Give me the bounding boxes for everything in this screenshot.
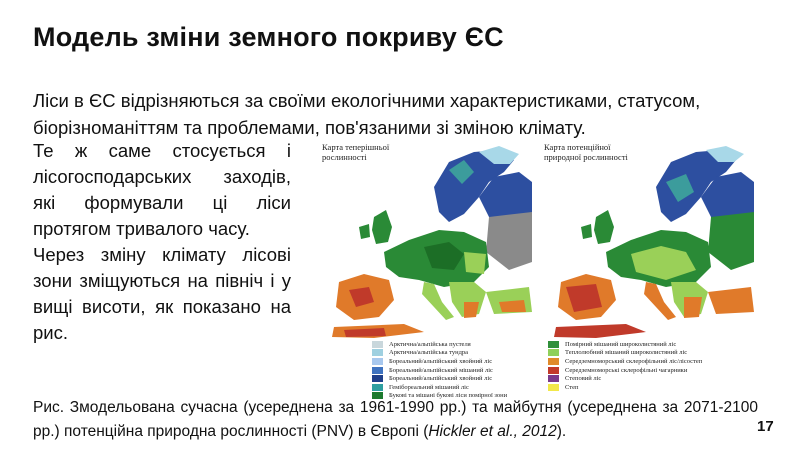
slide-title: Модель зміни земного покриву ЄС	[33, 22, 504, 52]
legend-label: Середземноморські склерофільні чагарники	[565, 366, 688, 374]
map-present-vegetation	[314, 142, 536, 357]
caption-text: Рис. Змодельована сучасна (усереднена за 1961-1990 рр.) та майбутня (усереднена за 2071-2100 рр.) потенційна природна рослинності (PNV) в Європі (	[33, 399, 758, 440]
body-paragraph-2: Через зміну клімату лісові зони зміщуються на північ і у вищі висоти, як показано на рис.	[33, 244, 291, 343]
legend-swatch	[548, 349, 559, 356]
body-text	[33, 138, 291, 346]
legend-label: Гемібореальний мішаний ліс	[389, 383, 469, 391]
legend-label: Степовий ліс	[565, 375, 602, 383]
legend-label: Теплолюбний мішаний широколистяний ліс	[565, 349, 688, 357]
legend-swatch	[548, 341, 559, 348]
legend-item	[372, 366, 507, 375]
legend-label: Букові та мішані букові ліси помірної зони	[389, 392, 508, 400]
legend-label: Бореальний/альпійський мішаний ліс	[389, 366, 493, 374]
legend-label: Помірний мішаний широколистяний ліс	[565, 340, 677, 348]
map-left-image	[314, 142, 536, 342]
figure-caption	[33, 396, 758, 444]
legend-swatch	[372, 358, 383, 365]
map-left-title: Карта теперішньої рослинності	[322, 142, 390, 162]
legend-item	[372, 383, 507, 392]
body-paragraph-1: Те ж саме стосується і лісогосподарських заходів, які формували ці ліси протягом тривалого часу.	[33, 140, 291, 239]
legend-swatch	[372, 367, 383, 374]
legend-item	[548, 383, 702, 392]
legend-item	[372, 374, 507, 383]
legend-item	[548, 374, 702, 383]
legend-label: Бореальний/альпійський хвойний ліс	[389, 375, 493, 383]
legend-label: Бореальний/альпійський хвойний ліс	[389, 357, 493, 365]
legend-item	[548, 366, 702, 375]
page-number: 17	[757, 418, 774, 435]
map-right-image	[536, 142, 758, 342]
legend-swatch	[372, 341, 383, 348]
legend-column-left	[372, 340, 507, 400]
legend-column-right	[548, 340, 702, 392]
vegetation-maps-figure	[300, 130, 770, 400]
legend-swatch	[372, 384, 383, 391]
legend-item	[548, 349, 702, 358]
legend-label: Середземноморський склерофільний ліс/лісостеп	[565, 357, 703, 365]
legend-swatch	[372, 349, 383, 356]
legend-label: Арктична/альпійська пустеля	[389, 340, 471, 348]
map-right-title: Карта потенційної природної рослинності	[544, 142, 628, 162]
intro-paragraph: Ліси в ЄС відрізняються за своїми екологічними характеристиками, статусом, біорізноманіттям та проблемами, пов'язаними зі зміною клімату.	[33, 90, 701, 138]
legend-swatch	[548, 384, 559, 391]
legend-label: Степ	[565, 383, 579, 391]
legend-label: Арктична/альпійська тундра	[389, 349, 469, 357]
legend-swatch	[548, 358, 559, 365]
vegetation-legend	[358, 340, 778, 400]
legend-item	[372, 340, 507, 349]
legend-swatch	[372, 375, 383, 382]
caption-citation: Hickler et al., 2012	[428, 423, 557, 440]
legend-item	[372, 349, 507, 358]
legend-item	[548, 340, 702, 349]
legend-item	[548, 357, 702, 366]
legend-swatch	[548, 375, 559, 382]
legend-item	[372, 357, 507, 366]
legend-swatch	[548, 367, 559, 374]
map-potential-vegetation	[536, 142, 758, 357]
caption-end: ).	[556, 423, 567, 440]
